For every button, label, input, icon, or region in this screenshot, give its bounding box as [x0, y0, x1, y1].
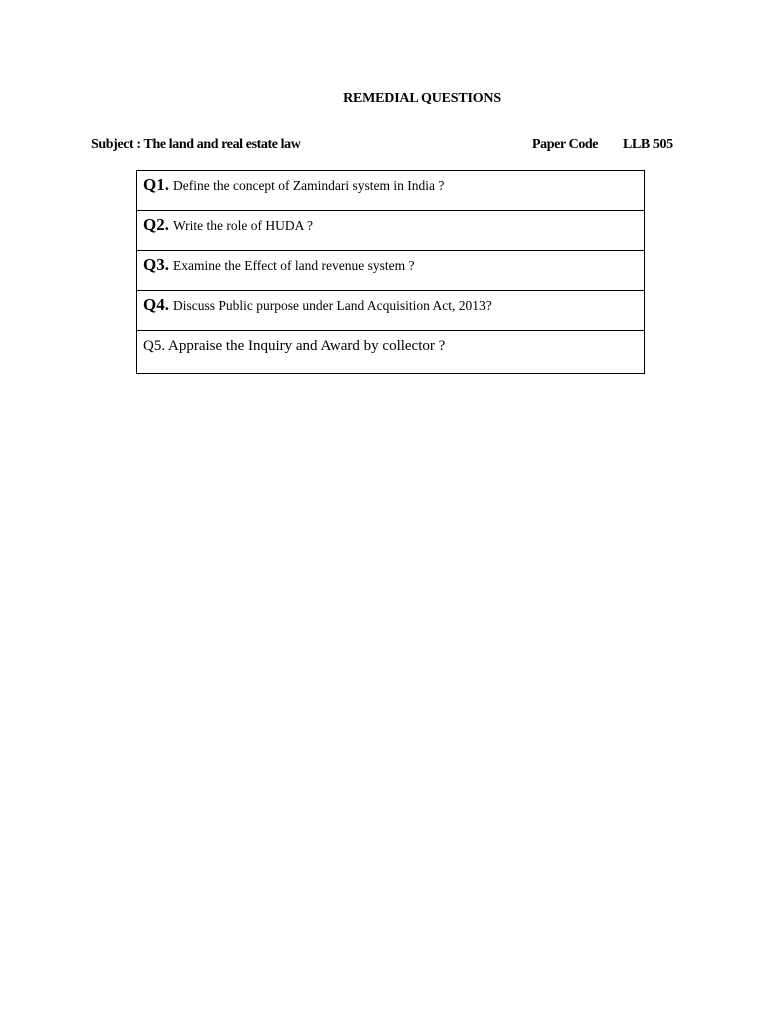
question-number: Q1.: [143, 175, 169, 194]
question-cell: [137, 171, 645, 211]
document-title: REMEDIAL QUESTIONS: [343, 91, 501, 106]
question-text: Discuss Public purpose under Land Acquisition Act, 2013?: [172, 298, 492, 313]
question-cell: [137, 331, 645, 374]
question-row-5: [137, 331, 645, 374]
question-cell: [137, 251, 645, 291]
question-number: Q4.: [143, 295, 169, 314]
question-cell: [137, 211, 645, 251]
question-row-2: [137, 211, 645, 251]
question-row-3: [137, 251, 645, 291]
paper-code-value: LLB 505: [623, 137, 673, 152]
question-number: Q3.: [143, 255, 169, 274]
paper-code-label: Paper Code: [532, 137, 599, 152]
question-text: Define the concept of Zamindari system in India ?: [172, 178, 445, 193]
question-row-1: [137, 171, 645, 211]
question-text: Examine the Effect of land revenue system ?: [172, 258, 415, 273]
questions-table: [136, 170, 645, 374]
question-text: Q5. Appraise the Inquiry and Award by collector ?: [143, 338, 446, 354]
question-row-4: [137, 291, 645, 331]
question-number: Q2.: [143, 215, 169, 234]
subject-line: Subject : The land and real estate law: [91, 137, 301, 152]
question-cell: [137, 291, 645, 331]
question-text: Write the role of HUDA ?: [172, 218, 314, 233]
